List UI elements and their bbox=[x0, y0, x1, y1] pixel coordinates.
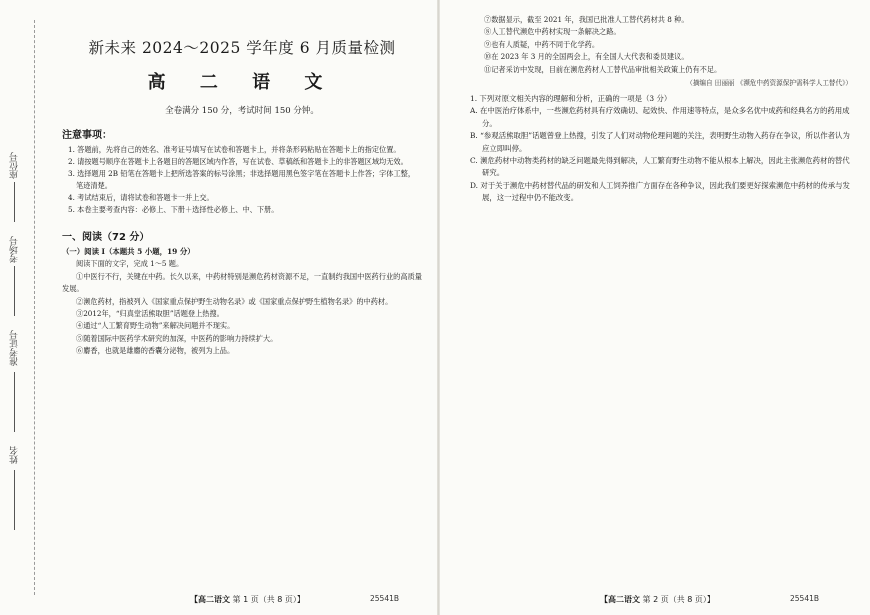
note-item-3: 3. 选择题用 2B 铅笔在答题卡上把所选答案的标号涂黑；非选择题用黑色签字笔在答题卡上作答；字体工整，笔迹清楚。 bbox=[68, 169, 416, 190]
paragraph-2: ②濒危药材，指被列入《国家重点保护野生动物名录》或《国家重点保护野生植物名录》的中药材。 bbox=[76, 296, 393, 306]
notes-header: 注意事项： bbox=[62, 130, 112, 141]
score-info: 全卷满分 150 分，考试时间 150 分钟。 bbox=[165, 106, 319, 116]
seat-number-label: 座位号 bbox=[10, 152, 20, 179]
right-page bbox=[440, 0, 870, 615]
question-1-option-a: A. 在中医治疗体系中，一些濒危药材具有疗效确切、起效快、作用速等特点，是众多名优中成药和经典名方的药用成分。 bbox=[470, 106, 850, 128]
subject-title: 高 二 语 文 bbox=[147, 72, 337, 93]
subsection-heading: （一）阅读 I（本题共 5 小题，19 分） bbox=[62, 247, 195, 256]
note-item-4: 4. 考试结束后，请将试卷和答题卡一并上交。 bbox=[68, 193, 214, 202]
paragraph-3: ③2012年，“归真堂活熊取胆”话题登上热搜。 bbox=[76, 309, 224, 319]
left-footer-label: 【高二语文 bbox=[190, 595, 230, 604]
section-heading: 一、阅读（72 分） bbox=[62, 232, 150, 243]
paragraph-1: ①中医行不行，关键在中药。长久以来，中药材特别是濒危药材资源不足，一直制约我国中医药行业的高质量发展。 bbox=[62, 271, 422, 294]
source-citation: （摘编自 田丽丽 《濒危中药资源保护需科学人工替代》） bbox=[686, 79, 852, 88]
paragraph-10: ⑩在 2023 年 3 月的全国两会上，有全国人大代表和委员建议。 bbox=[484, 52, 689, 62]
paragraph-4: ④通过“人工繁育野生动物”来解决问题并不现实。 bbox=[76, 321, 235, 331]
paragraph-6: ⑥麝香，也就是雄麝的香囊分泌物，被列为上品。 bbox=[76, 346, 235, 356]
note-item-1: 1. 答题前，先将自己的姓名、准考证号填写在试卷和答题卡上，并将条形码粘贴在答题卡上的指定位置。 bbox=[68, 145, 401, 154]
left-footer-page: 第 1 页（共 8 页）】 bbox=[232, 595, 305, 604]
note-item-5: 5. 本卷主要考查内容：必修上、下册＋选择性必修上、中、下册。 bbox=[68, 205, 279, 214]
ticket-number-label: 准考证号 bbox=[10, 330, 20, 366]
question-1-option-c: C. 濒危药材中动物类药材的缺乏问题最先得到解决，人工繁育野生动物不能从根本上解决，因此主张濒危药材的替代研究。 bbox=[470, 156, 850, 178]
left-footer-code: 25541B bbox=[370, 594, 400, 603]
right-footer-label: 【高二语文 bbox=[600, 595, 640, 604]
right-footer bbox=[600, 594, 715, 605]
question-1-option-b: B. “参观活熊取胆”话题曾登上热搜，引发了人们对动物伦理问题的关注，表明野生动物入药存在争议，所以作者认为应立即叫停。 bbox=[470, 131, 850, 153]
exam-room-label: 考场号 bbox=[10, 236, 20, 263]
right-footer-code: 25541B bbox=[790, 594, 820, 603]
right-footer-page: 第 2 页（共 8 页）】 bbox=[642, 595, 715, 604]
question-1-option-d: D. 对于关于濒危中药材替代品的研发和人工饲养推广方面存在各种争议，因此我们要更好探索濒危中药材的传承与发展，这一过程中仍不能改变。 bbox=[470, 180, 850, 203]
reading-intro: 阅读下面的文字，完成 1～5 题。 bbox=[76, 259, 184, 269]
paragraph-8: ⑧人工替代濒危中药材实现一条解决之路。 bbox=[484, 27, 621, 37]
exam-title: 新未来 2024～2025 学年度 6 月质量检测 bbox=[88, 39, 396, 57]
paragraph-11: ⑪记者采访中发现，目前在濒危药材人工替代品审批相关政策上仍有不足。 bbox=[484, 64, 722, 74]
name-label: 姓名 bbox=[10, 446, 20, 464]
question-1-stem: 1. 下列对原文相关内容的理解和分析，正确的一项是（3 分） bbox=[470, 94, 672, 104]
left-footer bbox=[190, 594, 305, 605]
paragraph-7: ⑦数据显示，截至 2021 年，我国已批准人工替代药材共 8 种。 bbox=[484, 15, 689, 24]
paragraph-9: ⑨也有人质疑，中药不同于化学药。 bbox=[484, 39, 600, 49]
note-item-2: 2. 请按题号顺序在答题卡上各题目的答题区域内作答，写在试卷、草稿纸和答题卡上的非答题区域均无效。 bbox=[68, 157, 408, 166]
paragraph-5: ⑤随着国际中医药学术研究的加深，中医药的影响力持续扩大。 bbox=[76, 333, 278, 343]
